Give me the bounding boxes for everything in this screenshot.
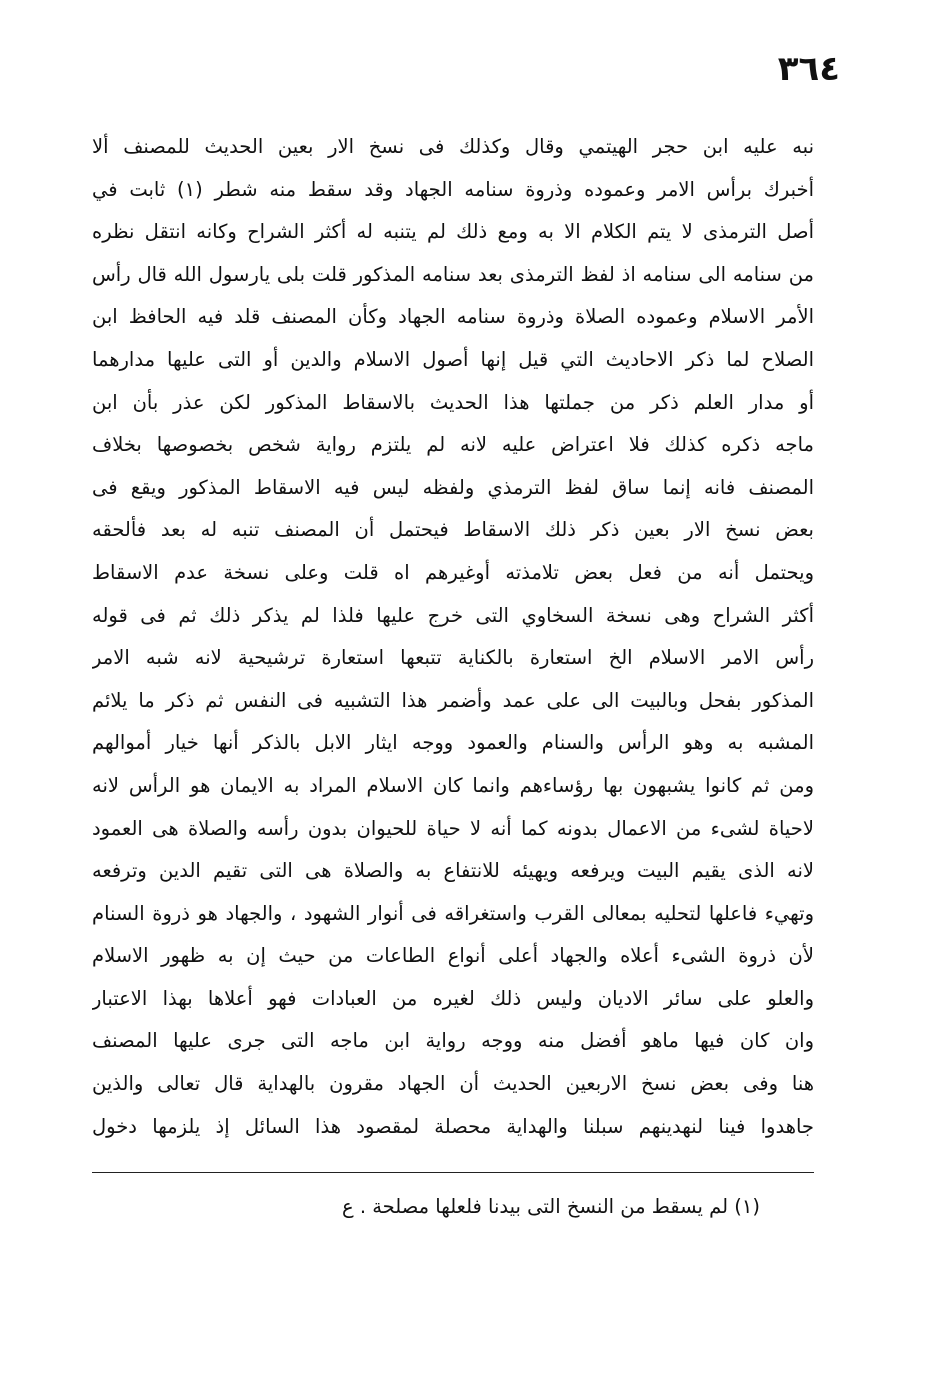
body-text	[92, 126, 814, 1148]
text-line: رأس الامر الاسلام الخ استعارة بالكناية تتبعها استعارة ترشيحية لانه شبه الامر	[92, 646, 814, 670]
text-line: نبه عليه ابن حجر الهيتمي وقال وكذلك فى نسخ الار بعين الحديث للمصنف ألا	[92, 135, 814, 158]
footnote-divider	[92, 1172, 814, 1173]
text-line: أكثر الشراح وهى نسخة السخاوي التى خرج عليها فلذا لم يذكر ذلك ثم فى قوله	[92, 603, 814, 627]
text-line: ومن ثم كانوا يشبهون بها رؤساءهم وانما كان الاسلام المراد به الايمان هو الرأس لانه	[92, 773, 814, 797]
text-line: المشبه به وهو الرأس والسنام والعمود ووجه ايثار الابل بالذكر أنها خيار أموالهم	[92, 731, 814, 755]
text-line: وتهيء فاعلها لتحليه بمعالى القرب واستغراقه فى أنوار الشهود ، والجهاد هو ذروة السنام	[92, 901, 814, 925]
page-number: ٣٦٤	[777, 49, 840, 89]
text-line: ويحتمل أنه من فعل بعض تلامذته أوغيرهم اه قلت وعلى نسخة عدم الاسقاط	[92, 560, 814, 584]
text-line: الصلاح لما ذكر الاحاديث التي قيل إنها أصول الاسلام والدين أو التى عليها مدارهما	[92, 347, 814, 371]
text-line: وان كان فيها ماهو أفضل منه ووجه رواية ابن ماجه التى جرى عليها المصنف	[92, 1029, 814, 1053]
text-line: من سنامه الى سنامه اذ لفظ الترمذى بعد سنامه المذكور قلت بلى يارسول الله قال رأس	[92, 262, 814, 286]
text-line: جاهدوا فينا لنهدينهم سبلنا والهداية محصلة لمقصود هذا السائل إذ يلزمها دخول	[92, 1114, 814, 1138]
text-line: أصل الترمذى لا يتم الكلام الا به ومع ذلك لم يتنبه له أكثر الشراح وكانه انتقل نظره	[92, 220, 814, 244]
text-line: بعض نسخ الار بعين ذكر ذلك الاسقاط فيحتمل أن المصنف تنبه له بعد فألحقه	[92, 518, 814, 542]
text-line: ماجه ذكره كذلك فلا اعتراض عليه لانه لم يلتزم رواية شخص بخصوصها بخلاف	[92, 433, 814, 457]
text-line: هنا وفى بعض نسخ الاربعين الحديث أن الجهاد مقرون بالهداية قال تعالى والذين	[92, 1072, 814, 1096]
text-line: أو مدار العلم ذكر من جملتها هذا الحديث بالاسقاط المذكور لكن عذر بأن ابن	[92, 390, 814, 414]
text-line: لأن ذروة الشىء أعلاه والجهاد أعلى أنواع الطاعات من حيث إن به ظهور الاسلام	[92, 944, 814, 968]
text-line: لاحياة لشىء من الاعمال بدونه كما أنه لا حياة للحيوان بدون رأسه والصلاة هى العمود	[92, 816, 814, 840]
text-line: أخبرك برأس الامر وعموده وذروة سنامه الجهاد وقد سقط منه شطر (١) ثابت في	[92, 177, 814, 201]
footnote: (١) لم يسقط من النسخ التى بيدنا فلعلها مصلحة . ع	[342, 1195, 760, 1218]
text-line: والعلو على سائر الاديان وليس ذلك لغيره من العبادات فهو أعلاها بهذا الاعتبار	[92, 986, 814, 1010]
text-line: الأمر الاسلام وعموده الصلاة وذروة سنامه الجهاد وكأن المصنف قلد فيه الحافظ ابن	[92, 305, 814, 329]
text-line: المصنف فانه إنما ساق لفظ الترمذي ولفظه ليس فيه الاسقاط المذكور ويقع فى	[92, 475, 814, 499]
text-line: المذكور بفحل وبالبيت الى على عمد وأضمر هذا التشبيه فى النفس ثم ذكر ما يلائم	[92, 688, 814, 712]
text-line: لانه الذى يقيم البيت ويرفعه ويهيئه للانتفاع به والصلاة هى التى تقيم الدين وترفعه	[92, 859, 814, 883]
